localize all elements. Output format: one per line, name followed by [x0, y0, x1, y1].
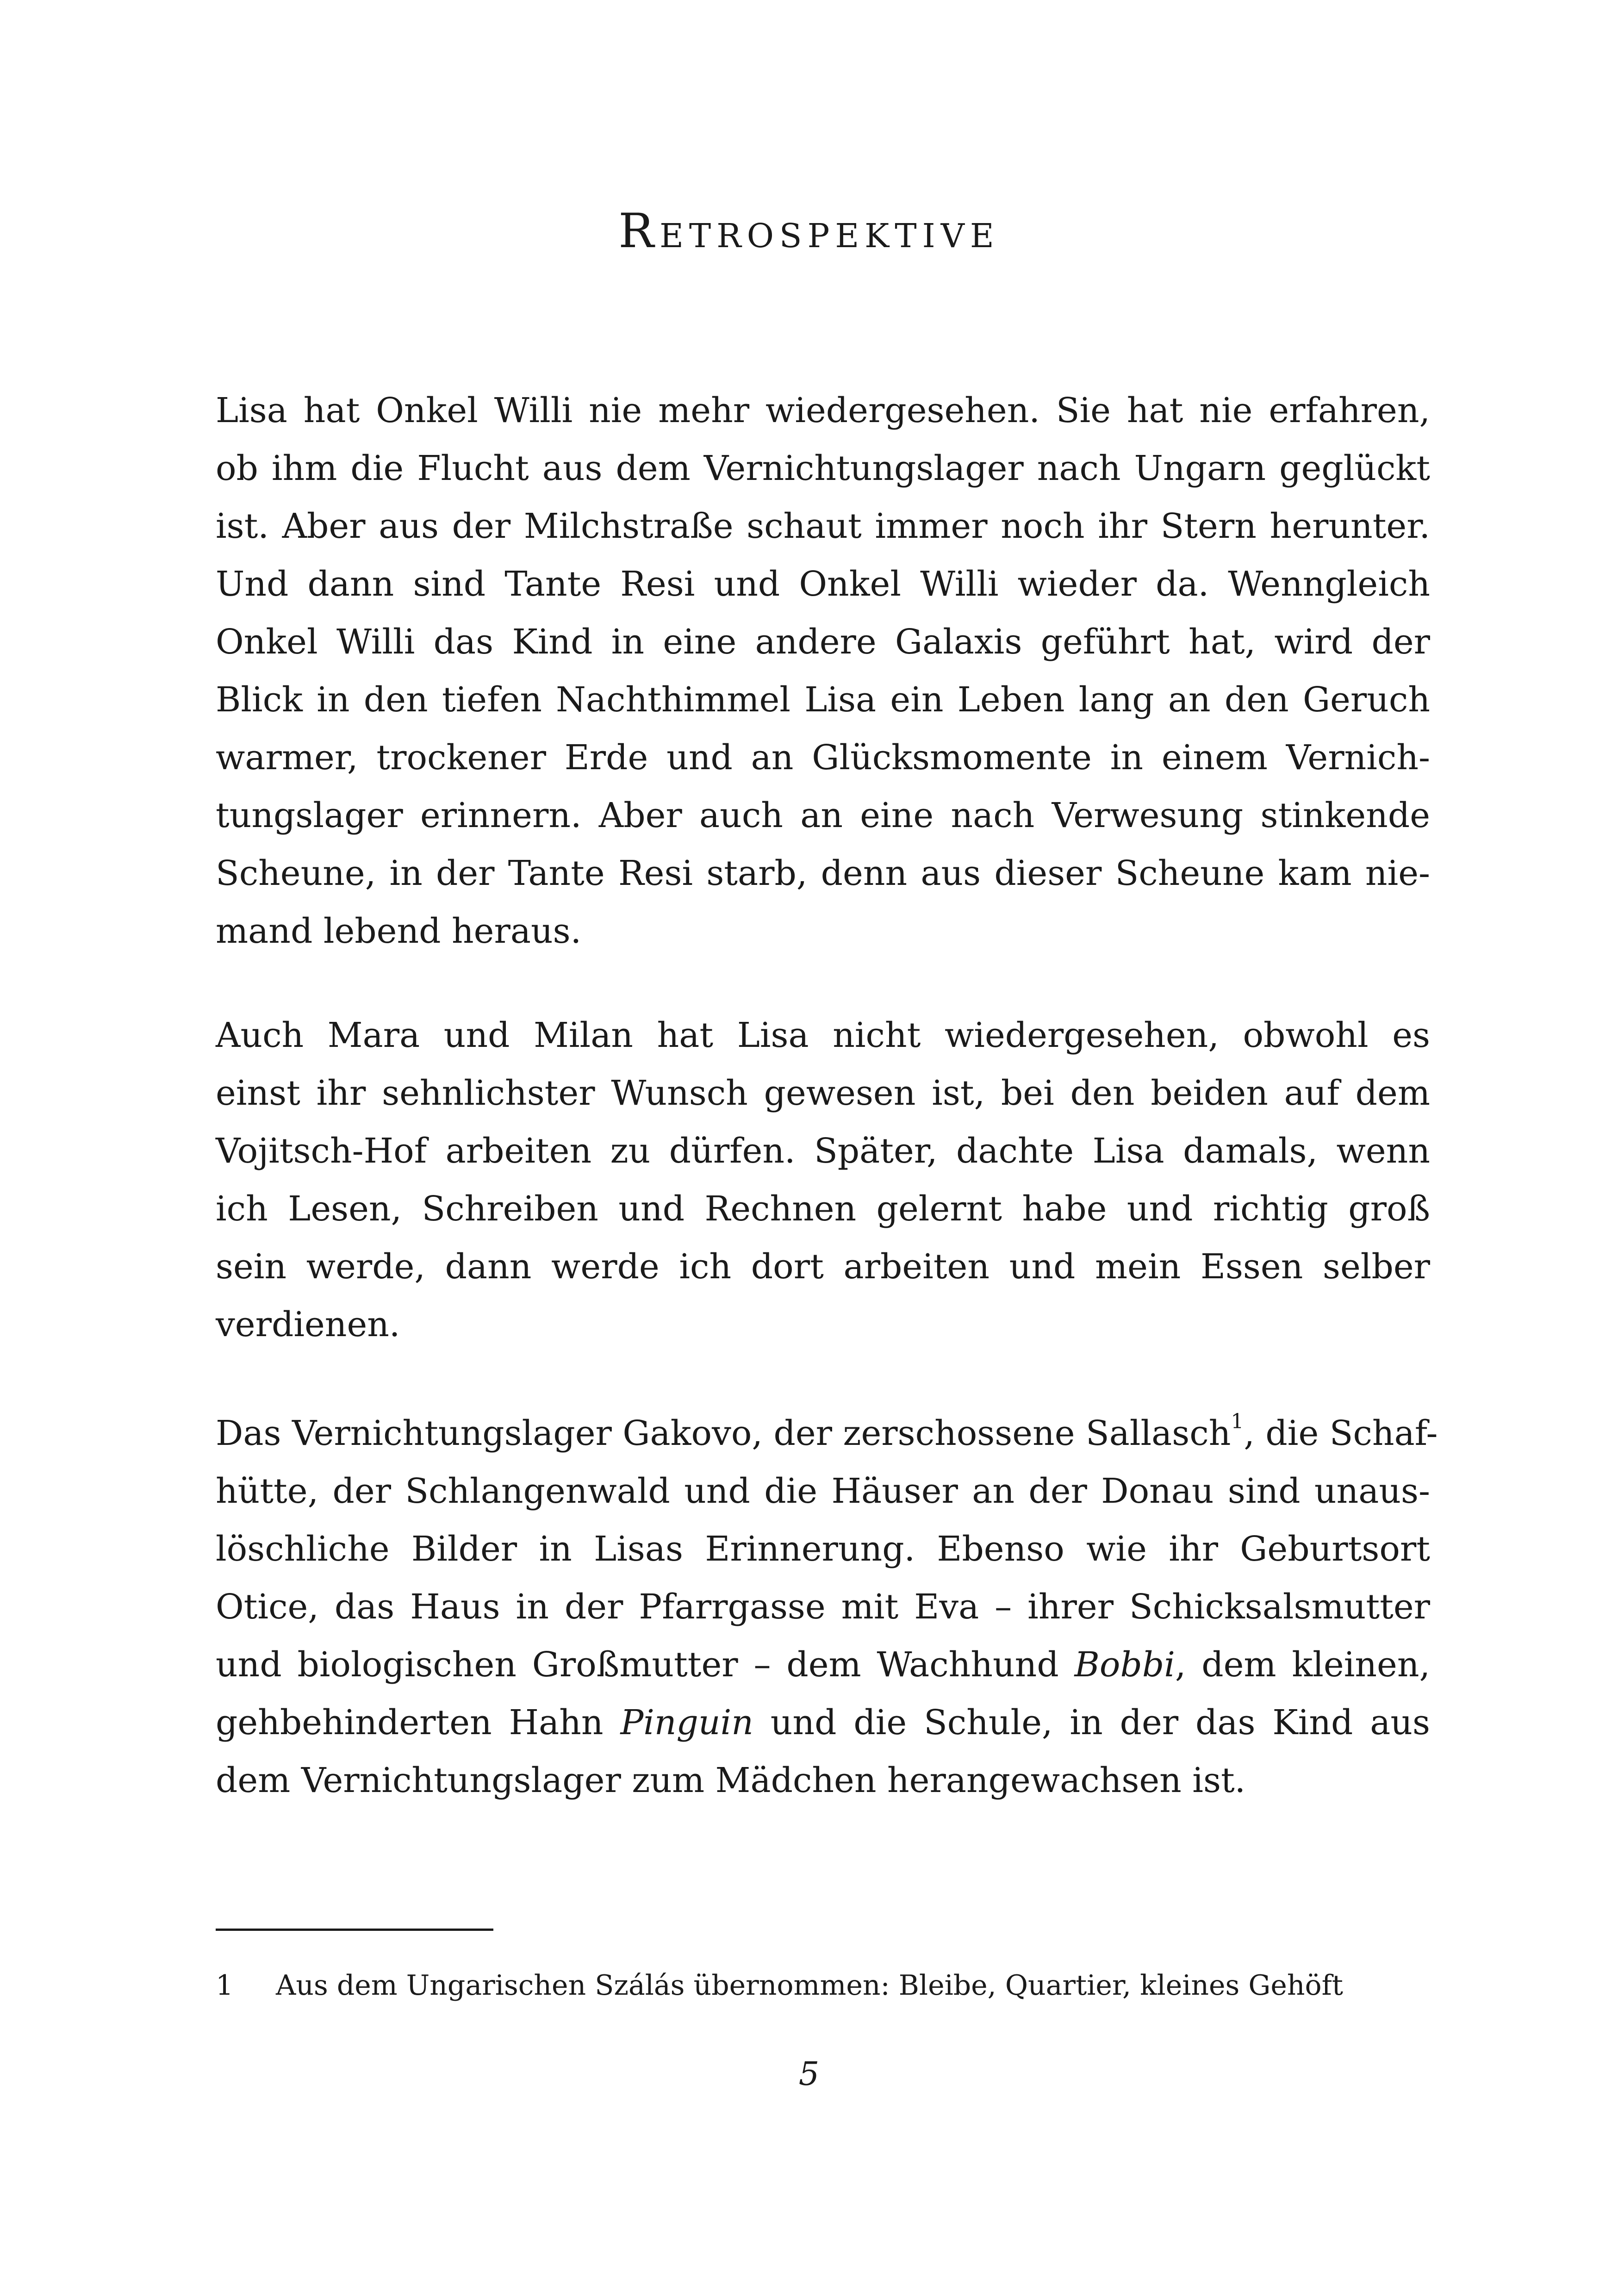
paragraph-line: verdienen.	[216, 1305, 400, 1344]
paragraph-line: dem Vernichtungslager zum Mädchen herangewachsen ist.	[216, 1761, 1246, 1800]
line-text: gehbehinderten Hahn	[216, 1703, 621, 1742]
paragraph-line: ist. Aber aus der Milchstraße schaut immer noch ihr Stern herunter.	[216, 506, 1430, 546]
paragraph-line: Vojitsch-Hof arbeiten zu dürfen. Später, dachte Lisa damals, wenn	[216, 1131, 1430, 1171]
line-text: , die Schaf-	[1244, 1413, 1438, 1453]
line-text: und die Schule, in der das Kind aus	[753, 1703, 1430, 1742]
line-text: , dem kleinen,	[1175, 1645, 1430, 1685]
footnote-reference[interactable]: 1	[1231, 1410, 1244, 1433]
chapter-title: Retrospektive	[618, 204, 1000, 259]
paragraph-line: Otice, das Haus in der Pfarrgasse mit Eva – ihrer Schicksalsmutter	[216, 1587, 1430, 1627]
italic-name-pinguin: Pinguin	[620, 1703, 753, 1742]
paragraph-3	[216, 1405, 1438, 1810]
footnote-number: 1	[216, 1969, 234, 2002]
paragraph-line: warmer, trockener Erde und an Glücksmomente in einem Vernich-	[216, 738, 1430, 778]
paragraph-line: Scheune, in der Tante Resi starb, denn aus dieser Scheune kam nie-	[216, 853, 1430, 893]
paragraph-line	[216, 1405, 1438, 1462]
paragraph-line: tungslager erinnern. Aber auch an eine nach Verwesung stinkende	[216, 796, 1430, 835]
page-number: 5	[798, 2055, 820, 2093]
paragraph-line: sein werde, dann werde ich dort arbeiten und mein Essen selber	[216, 1247, 1430, 1287]
line-text: Das Vernichtungslager Gakovo, der zerschossene Sallasch	[216, 1413, 1231, 1453]
paragraph-line: Blick in den tiefen Nachthimmel Lisa ein Leben lang an den Geruch	[216, 680, 1430, 720]
paragraph-line: hütte, der Schlangenwald und die Häuser an der Donau sind unaus-	[216, 1471, 1430, 1511]
paragraph-line: einst ihr sehnlichster Wunsch gewesen ist, bei den beiden auf dem	[216, 1073, 1430, 1113]
footnote-text: Aus dem Ungarischen Szálás übernommen: Bleibe, Quartier, kleines Gehöft	[276, 1969, 1343, 2002]
paragraph-line: ich Lesen, Schreiben und Rechnen gelernt habe und richtig groß	[216, 1189, 1430, 1229]
footnote	[216, 1967, 1430, 2004]
paragraph-line: Lisa hat Onkel Willi nie mehr wiedergesehen. Sie hat nie erfahren,	[216, 391, 1430, 430]
paragraph-2	[216, 1007, 1430, 1354]
paragraph-line: Und dann sind Tante Resi und Onkel Willi wieder da. Wenngleich	[216, 564, 1430, 604]
line-text: und biologischen Großmutter – dem Wachhund	[216, 1645, 1075, 1685]
italic-name-bobbi: Bobbi	[1074, 1645, 1175, 1685]
paragraph-line: Auch Mara und Milan hat Lisa nicht wiedergesehen, obwohl es	[216, 1015, 1430, 1055]
paragraph-line: löschliche Bilder in Lisas Erinnerung. Ebenso wie ihr Geburtsort	[216, 1529, 1430, 1569]
paragraph-line: ob ihm die Flucht aus dem Vernichtungslager nach Ungarn geglückt	[216, 448, 1430, 488]
paragraph-line: mand lebend heraus.	[216, 911, 582, 951]
paragraph-line: Onkel Willi das Kind in eine andere Galaxis geführt hat, wird der	[216, 622, 1430, 662]
paragraph-line	[216, 1636, 1430, 1694]
footnote-divider	[216, 1929, 493, 1931]
paragraph-1	[216, 382, 1430, 960]
paragraph-line	[216, 1694, 1430, 1752]
